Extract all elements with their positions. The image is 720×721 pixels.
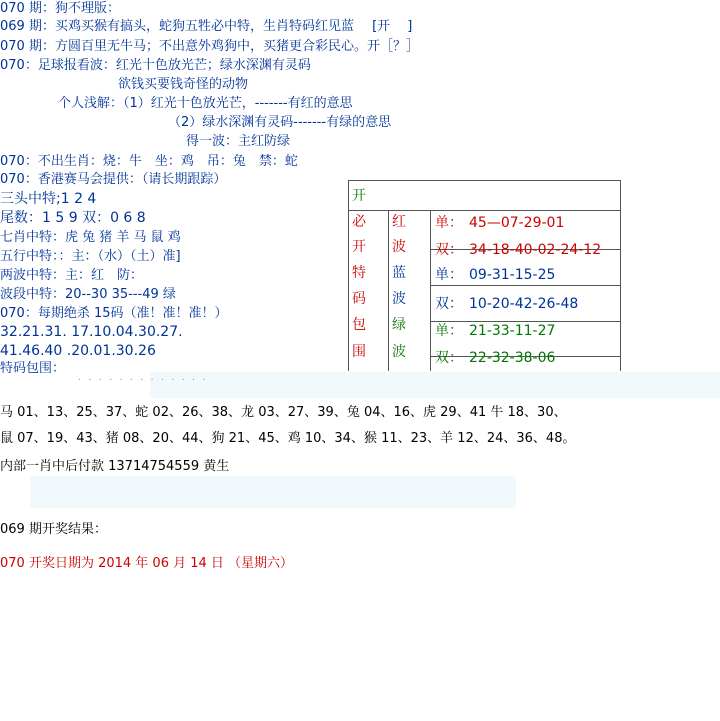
table-number-row [435,294,578,314]
table-wave-char: 波 [392,239,406,255]
table-number-row [435,265,555,285]
highlight-band-top [150,372,720,398]
table-number-row [435,240,601,260]
excluded-zodiacs: 070：不出生肖：烧：牛 坐：鸡 吊：兔 禁：蛇 [0,154,298,169]
table-number-label: 双： [435,350,463,366]
football-report-line: 070：足球报看波：红光十色放光芒；绿水深渊有灵码 [0,58,311,73]
table-wave-char: 波 [392,344,406,360]
issue-069-riddle [0,18,412,36]
table-wave-char: 绿 [392,317,406,333]
table-number-values: 34-18-40-02-24-12 [469,242,602,258]
kill-numbers-row-1: 32.21.31. 17.10.04.30.27. [0,324,183,340]
five-elements: 五行中特：：主：（水）（土）准] [0,249,181,264]
wave-segment: 波段中特：20--30 35---49 绿 [0,287,176,302]
special-code-table [348,180,621,371]
table-number-label: 双： [435,242,463,258]
table-wave-char: 蓝 [392,265,406,281]
riddle-hint: 欲钱买要钱奇怪的动物 [118,77,249,92]
table-header-label: 开 [352,188,366,204]
special-code-label: 特码包围： [0,361,66,376]
table-number-row [435,213,564,233]
table-number-label: 双： [435,296,463,312]
zodiac-mapping-row-1: 马 01、13、25、37、蛇 02、26、38、龙 03、27、39、兔 04、16、虎 29、41 牛 18、30、 [0,405,567,420]
table-header [349,181,620,211]
table-wave-char: 波 [392,291,406,307]
table-label-char: 码 [352,291,366,307]
issue-title: 070 期：狗不理版： [0,1,120,16]
decorative-dots: · · · · · · · · · · · · · [78,375,208,386]
table-number-label: 单： [435,215,463,231]
jockey-club-line: 070：香港赛马会提供：（请长期跟踪） [0,172,227,187]
wave-result: 得一波：主红防绿 [186,134,291,149]
table-label-char: 包 [352,317,366,333]
table-number-row [435,348,555,368]
contact-line: 内部一肖中后付款 13714754559 黄生 [0,459,230,474]
draw-date: 070 开奖日期为 2014 年 06 月 14 日 （星期六） [0,556,294,571]
head-digits: 三头中特;1 2 4 [0,191,97,207]
table-divider [430,210,431,371]
table-number-values: 10-20-42-26-48 [469,296,579,312]
table-label-char: 开 [352,239,366,255]
highlight-band-contact [30,476,516,508]
kill-numbers-row-2: 41.46.40 .20.01.30.26 [0,343,156,359]
riddle-text: 069 期：买鸡买猴有搞头，蛇狗五牲必中特，生肖特码红见蓝 [0,19,354,34]
table-number-values: 09-31-15-25 [469,267,556,283]
table-label-char: 围 [352,344,366,360]
table-number-values: 22-32-38-06 [469,350,556,366]
tail-digits: 尾数：1 5 9 双：0 6 8 [0,210,146,226]
table-row-divider [430,285,620,286]
table-number-label: 单： [435,267,463,283]
personal-interpretation-2: （2）绿水深渊有灵码-------有绿的意思 [168,115,392,130]
kill-numbers-title: 070：每期绝杀 15码（准！准！准！） [0,306,228,321]
table-label-char: 必 [352,214,366,230]
table-number-row [435,321,555,341]
riddle-bracket: [开 ] [372,19,413,34]
table-number-values: 45—07-29-01 [469,215,565,231]
table-number-values: 21-33-11-27 [469,323,556,339]
table-divider [388,210,389,371]
table-number-label: 单： [435,323,463,339]
seven-zodiacs: 七肖中特：虎 兔 猪 羊 马 鼠 鸡 [0,230,181,245]
personal-interpretation-1: 个人浅解：（1）红光十色放光芒，-------有红的意思 [58,96,353,111]
zodiac-mapping-row-2: 鼠 07、19、43、猪 08、20、44、狗 21、45、鸡 10、34、猴 11、23、羊 12、24、36、48。 [0,431,576,446]
result-heading: 069 期开奖结果： [0,522,107,537]
table-wave-char: 红 [392,214,406,230]
issue-070-riddle: 070 期：方圆百里无牛马；不出意外鸡狗中，买猪更合彩民心。开［？］ [0,39,419,54]
two-waves: 两波中特：主：红 防： [0,268,144,283]
table-label-char: 特 [352,265,366,281]
